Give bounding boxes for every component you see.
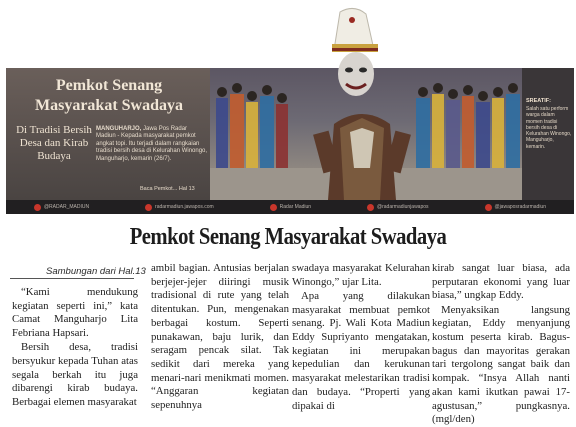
website-icon [145,204,152,211]
teaser-body-text: Jawa Pos Radar Madiun - Kepada masyarakat pemkot angkat topi. Itu terjadi dalam rangkaian tradisi bersih desa di Kelurahan Winongo, Manguharjo, kemarin (26/7). [96,126,208,162]
article-column-3 [292,262,430,414]
continued-from-label: Sambungan dari Hal.13 [46,266,146,277]
social-item [367,204,429,211]
paragraph: “Kami mendukung kegiatan seperti ini,” kata Camat Manguharjo Lita Febriana Hapsari. [12,286,138,340]
photo-caption-panel [522,68,574,200]
social-item [485,204,547,211]
photo-caption-label: SREATIF: [526,98,551,104]
social-item [34,204,89,211]
teaser-continued-link: Baca Pemkot... Hal 13 [140,186,195,192]
article-headline: Pemkot Senang Masyarakat Swadaya [129,224,447,250]
social-handle: radarmadiun.jawapos.com [155,204,214,210]
article-column-4 [432,262,570,427]
paragraph: kirab sangat luar biasa, ada perputaran ekonomi yang luar biasa,” ungkap Eddy. [432,262,570,302]
kirab-budaya-photo [210,68,522,200]
social-handle: @RADAR_MADIUN [43,204,90,210]
paragraph: Menyaksikan langsung kegiatan, Eddy menyanjung kostum peserta kirab. Bagus-bagus dan mayoritas gerakan tari tergolong sangat baik dan kompak. “Insya Allah nanti akan kami ikutkan pawai 17-agustusan,” pungkasnya. (mgl/den) [432,303,570,426]
teaser-panel [6,68,210,200]
facebook-icon [270,204,277,211]
article-column-1 [12,286,138,410]
paragraph: Apa yang dilakukan masyarakat membuat pemkot senang. Pj. Wali Kota Madiun Eddy Supriyanto mengatakan, kegiatan ini merupakan kepedulian dan kerukunan masyarakat melestarikan tradisi dan budaya. “Properti yang dipakai di [292,289,430,412]
paragraph: ambil bagian. Antusias berjalan berjejer-jejer diiringi musik tradisional di rute yang telah ditentukan. Pun, mengenakan berbagai kostum. Seperti punakawan, baju lurik, dan seragam pencak silat. Tak sedikit dari mereka yang menari-nari menikmati momen. “Anggaran kegiatan sepenuhnya [151,262,289,412]
teaser-subtitle: Di Tradisi Bersih Desa dan Kirab Budaya [16,124,92,162]
social-handle: Radar Madiun [279,204,312,210]
instagram-icon [367,204,374,211]
teaser-title: Pemkot Senang Masyarakat Swadaya [34,77,183,114]
teaser-body [96,126,208,163]
paragraph: swadaya masyarakat Kelurahan Winongo,” ujar Lita. [292,262,430,288]
photo-caption-text: Salah satu perform warga dalam momen tradisi bersih desa di Kelurahan Winongo, Manguharjo, kemarin. [526,106,572,150]
performer-headdress [332,8,378,52]
teaser-body-dateline: MANGUHARJO, [96,126,142,132]
social-handle: @jawaposradarmadiun [494,204,546,210]
front-page-teaser-strip [6,68,574,214]
social-item [270,204,311,211]
twitter-icon [34,204,41,211]
social-media-bar [6,200,574,214]
photo-illustration [210,68,522,200]
continued-rule [10,278,134,279]
social-handle: @radarmadiunjawapos [377,204,429,210]
social-item [145,204,214,211]
paragraph: Bersih desa, tradisi bersyukur kepada Tuhan atas segala berkah itu juga dibarengi kirab budaya. Berbagai elemen masyarakat [12,341,138,409]
article-column-2 [151,262,289,413]
youtube-icon [485,204,492,211]
